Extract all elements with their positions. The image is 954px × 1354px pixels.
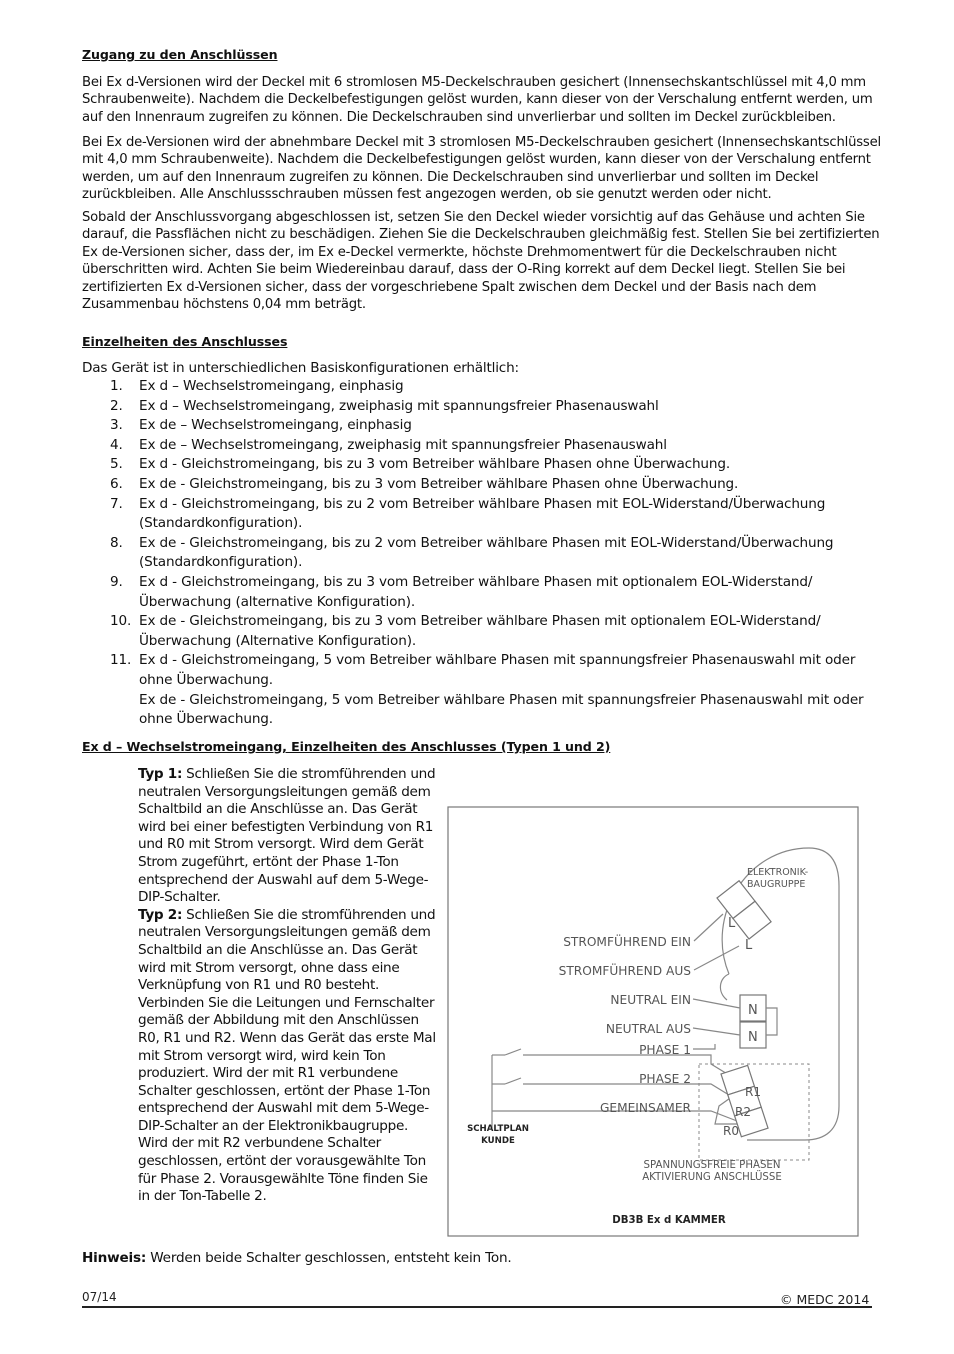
section-heading-einzelheiten: Einzelheiten des Anschlusses bbox=[82, 334, 288, 349]
list-number: 10. bbox=[110, 613, 132, 630]
list-text: Ex de - Gleichstromeingang, bis zu 3 vom Betreiber wählbare Phasen ohne Überwachung. bbox=[139, 475, 739, 492]
label-schaltplan-2: KUNDE bbox=[481, 1136, 515, 1146]
elektronik-label-2: BAUGRUPPE bbox=[747, 879, 806, 890]
list-number: 11. bbox=[110, 652, 132, 669]
list-item bbox=[82, 691, 872, 730]
typ1-text: Schließen Sie die stromführenden und neutralen Versorgungsleitungen gemäß dem Schaltbild an die Anschlüsse an. Das Gerät wird bei einer befestigten Verbindung von R1 und R0 mit Strom versorgt. Wird dem Gerät Strom zugeführt, ertönt der Phase 1-Ton entsprechend der Auswahl auf dem 5-Wege-DIP-Schalter. bbox=[138, 766, 436, 906]
terminal-r1: R1 bbox=[745, 1085, 761, 1099]
list-number: 6. bbox=[110, 475, 123, 492]
label-gemeinsamer: GEMEINSAMER bbox=[599, 1101, 691, 1115]
paragraph-ex-d-deckel: Bei Ex d-Versionen wird der Deckel mit 6 stromlosen M5-Deckelschrauben gesichert (Innensechskantschlüssel mit 4,0 mm Schraubenweite). Nachdem die Deckelbefestigungen gelöst wurden, kann dieser von der Verschalung entfernt werden, um auf den Innenraum zugreifen zu können. Die Deckelschrauben sind unverlierbar und sollten im Deckel zurückbleiben. bbox=[82, 75, 873, 125]
configuration-list bbox=[82, 377, 872, 730]
typ2-text: Schließen Sie die stromführenden und neutralen Versorgungsleitungen gemäß dem Schaltbild an die Anschlüsse an. Das Gerät wird mit Strom versorgt, ohne dass eine Verknüpfung von R1 und R0 besteht. Verbinden Sie die Leitungen und Fernschalter gemäß der Abbildung mit den Anschlüssen R0, R1 und R2. Wenn das Gerät das erste Mal mit Strom versorgt wird, wird kein Ton produziert. Wird der mit R1 verbundene Schalter geschlossen, ertönt der Phase 1-Ton entsprechend der Auswahl mit dem 5-Wege-DIP-Schalter an der Elektronikbaugruppe. Wird der mit R2 verbundene Schalter geschlossen, ertönt der vorausgewählte Ton für Phase 2. Vorausgewählte Töne finden Sie in der Ton-Tabelle 2. bbox=[138, 906, 436, 1205]
list-text: Ex de – Wechselstromeingang, einphasig bbox=[139, 417, 412, 434]
list-text: Ex d - Gleichstromeingang, 5 vom Betreiber wählbare Phasen mit spannungsfreier Phasenauswahl mit oder ohne Überwachung. bbox=[139, 652, 856, 688]
list-number: 5. bbox=[110, 456, 123, 473]
typ1-label: Typ 1: bbox=[138, 766, 183, 782]
footer-divider bbox=[82, 1306, 872, 1308]
list-item bbox=[82, 534, 872, 573]
terminal-r0: R0 bbox=[723, 1124, 739, 1138]
list-number: 8. bbox=[110, 534, 123, 551]
list-item bbox=[82, 397, 872, 417]
hinweis-text: Werden beide Schalter geschlossen, entsteht kein Ton. bbox=[146, 1250, 512, 1266]
list-text: Ex de - Gleichstromeingang, bis zu 3 vom Betreiber wählbare Phasen mit optionalem EOL-Widerstand/Überwachung (Alternative Konfiguration). bbox=[139, 613, 821, 649]
footer-date: 07/14 bbox=[82, 1290, 117, 1304]
list-text: Ex d - Gleichstromeingang, bis zu 3 vom Betreiber wählbare Phasen mit optionalem EOL-Widerstand/Überwachung (alternative Konfiguration). bbox=[139, 573, 813, 610]
list-item bbox=[82, 436, 872, 456]
list-item bbox=[82, 377, 872, 397]
label-neutral-aus: NEUTRAL AUS bbox=[605, 1022, 691, 1036]
terminal-r2: R2 bbox=[735, 1105, 751, 1119]
label-spannungsfrei-1: SPANNUNGSFREIE PHASEN bbox=[643, 1160, 781, 1171]
terminal-l-2: L bbox=[745, 938, 753, 953]
list-number: 2. bbox=[110, 397, 123, 414]
label-strom-aus: STROMFÜHREND AUS bbox=[558, 964, 691, 978]
hinweis-label: Hinweis: bbox=[82, 1250, 147, 1266]
wiring-diagram bbox=[447, 806, 859, 1238]
list-number: 4. bbox=[110, 436, 123, 453]
list-item bbox=[82, 455, 872, 475]
list-text: Ex d – Wechselstromeingang, einphasig bbox=[139, 378, 404, 394]
list-text: Ex d – Wechselstromeingang, zweiphasig mit spannungsfreier Phasenauswahl bbox=[139, 397, 659, 414]
section-heading-wechselstrom: Ex d – Wechselstromeingang, Einzelheiten des Anschlusses (Typen 1 und 2) bbox=[82, 739, 611, 754]
label-phase2: PHASE 2 bbox=[639, 1072, 691, 1086]
list-item bbox=[82, 573, 872, 612]
list-number: 7. bbox=[110, 495, 123, 512]
list-number: 1. bbox=[110, 378, 123, 394]
label-neutral-ein: NEUTRAL EIN bbox=[610, 993, 691, 1007]
list-item bbox=[82, 495, 872, 534]
hinweis-note bbox=[82, 1250, 512, 1266]
diagram-title: DB3B Ex d KAMMER bbox=[612, 1215, 726, 1226]
list-text: Ex de - Gleichstromeingang, bis zu 2 vom Betreiber wählbare Phasen mit EOL-Widerstand/Überwachung (Standardkonfiguration). bbox=[139, 534, 834, 571]
list-number: 3. bbox=[110, 417, 123, 434]
label-phase1: PHASE 1 bbox=[639, 1043, 691, 1057]
paragraph-anschlussvorgang: Sobald der Anschlussvorgang abgeschlossen ist, setzen Sie den Deckel wieder vorsichtig auf das Gehäuse und achten Sie darauf, die Passflächen nicht zu beschädigen. Ziehen Sie die Deckelschrauben gleichmäßig fest. Stellen Sie bei zertifizierten Ex de-Versionen sicher, dass der, im Ex e-Deckel vermerkte, höchste Drehmomentwert für die Deckelschrauben nicht überschritten wird. Achten Sie beim Wiedereinbau darauf, dass der O-Ring korrekt auf dem Deckel liegt. Stellen Sie bei zertifizierten Ex d-Versionen sicher, dass der vorgeschriebene Spalt zwischen dem Deckel und der Basis nach dem Zusammenbau höchstens 0,04 mm beträgt. bbox=[82, 210, 880, 313]
list-item bbox=[82, 612, 872, 651]
list-text: Ex d - Gleichstromeingang, bis zu 3 vom Betreiber wählbare Phasen ohne Überwachung. bbox=[139, 456, 730, 473]
section-heading-zugang: Zugang zu den Anschlüssen bbox=[82, 47, 278, 62]
list-text: Ex de – Wechselstromeingang, zweiphasig mit spannungsfreier Phasenauswahl bbox=[139, 436, 667, 453]
typ2-label: Typ 2: bbox=[138, 906, 183, 923]
list-number: 9. bbox=[110, 573, 123, 590]
label-schaltplan-1: SCHALTPLAN bbox=[467, 1124, 529, 1134]
list-item bbox=[82, 475, 872, 495]
label-strom-ein: STROMFÜHREND EIN bbox=[563, 935, 691, 949]
typ-description bbox=[138, 766, 438, 1206]
terminal-l-1: L bbox=[728, 916, 736, 931]
footer-copyright: © MEDC 2014 bbox=[780, 1292, 870, 1307]
terminal-n-label-2: N bbox=[748, 1030, 758, 1045]
list-item bbox=[82, 416, 872, 436]
config-intro: Das Gerät ist in unterschiedlichen Basiskonfigurationen erhältlich: bbox=[82, 360, 519, 376]
list-text: Ex d - Gleichstromeingang, bis zu 2 vom Betreiber wählbare Phasen mit EOL-Widerstand/Überwachung (Standardkonfiguration). bbox=[139, 495, 826, 532]
elektronik-label-1: ELEKTRONIK- bbox=[747, 867, 809, 878]
terminal-n-label-1: N bbox=[748, 1003, 758, 1018]
list-item bbox=[82, 651, 872, 690]
label-spannungsfrei-2: AKTIVIERUNG ANSCHLÜSSE bbox=[642, 1172, 782, 1183]
paragraph-ex-de-deckel: Bei Ex de-Versionen wird der abnehmbare Deckel mit 3 stromlosen M5-Deckelschrauben gesichert (Innensechskantschlüssel mit 4,0 mm Schraubenweite). Nachdem die Deckelbefestigungen gelöst wurden, kann dieser von der Verschalung entfernt werden, um auf den Innenraum zugreifen zu können. Die Deckelschrauben sind unverlierbar und sollten im Deckel zurückbleiben. Alle Anschlussschrauben müssen fest angezogen werden, ob sie genutzt werden oder nicht. bbox=[82, 135, 881, 203]
list-text: Ex de - Gleichstromeingang, 5 vom Betreiber wählbare Phasen mit spannungsfreier Phasenauswahl mit oder ohne Überwachung. bbox=[139, 691, 864, 728]
